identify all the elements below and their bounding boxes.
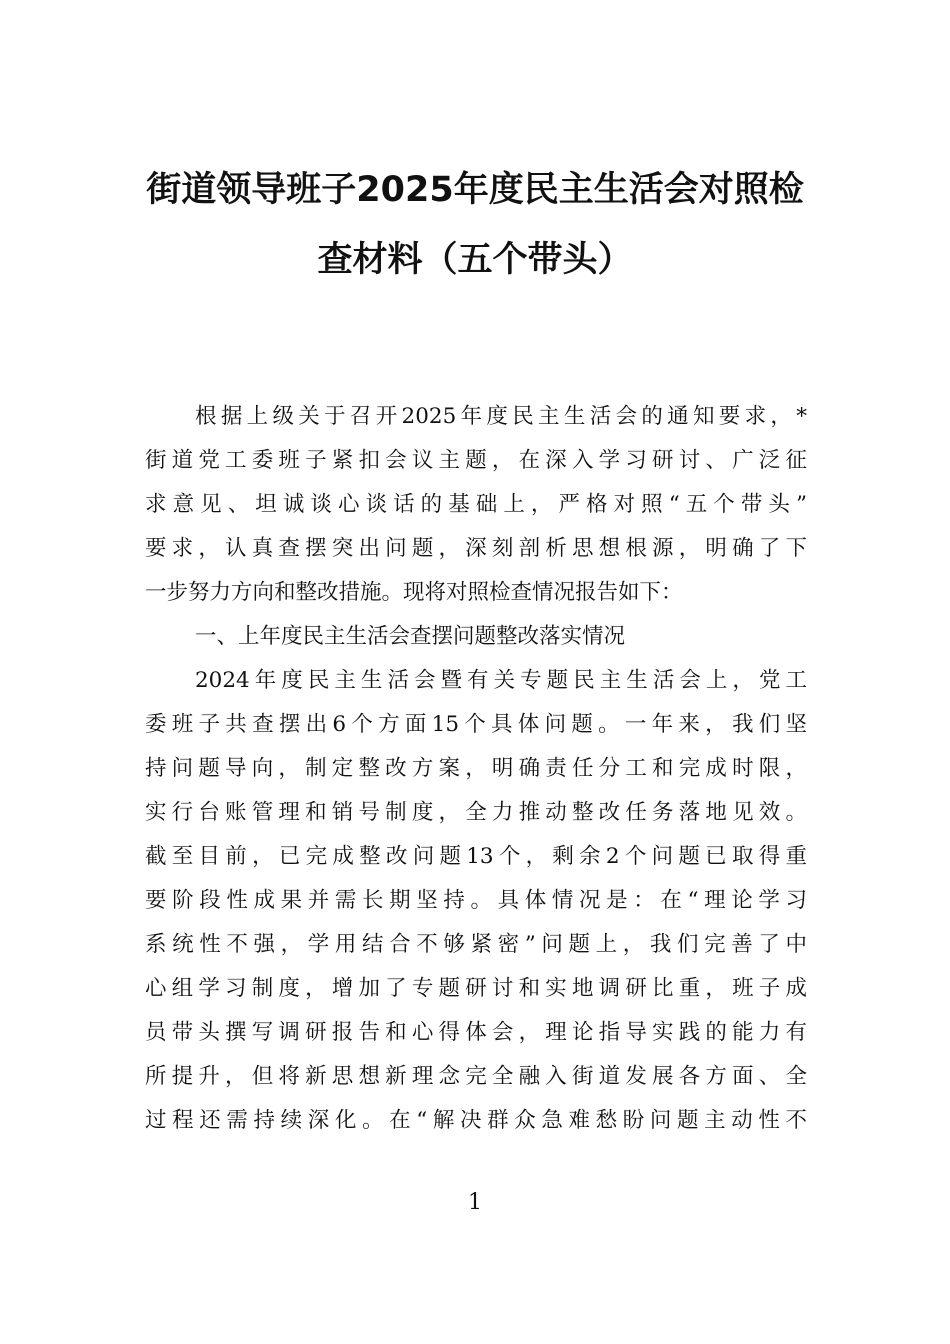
paragraph-line: 要求，认真查摆突出问题，深刻剖析思想根源，明确了下 — [145, 536, 807, 561]
section-heading: 一、上年度民主生活会查摆问题整改落实情况 — [195, 624, 626, 649]
paragraph-line: 员带头撰写调研报告和心得体会，理论指导实践的能力有 — [145, 1020, 807, 1045]
document-title-line-2: 查材料（五个带头） — [317, 240, 633, 280]
paragraph-line: 持问题导向，制定整改方案，明确责任分工和完成时限， — [145, 756, 807, 781]
paragraph-line: 要阶段性成果并需长期坚持。具体情况是：在“理论学习 — [145, 888, 807, 913]
document-title-line-1: 街道领导班子2025年度民主生活会对照检 — [146, 170, 804, 210]
paragraph-line: 系统性不强，学用结合不够紧密”问题上，我们完善了中 — [145, 932, 807, 957]
paragraph-line: 街道党工委班子紧扣会议主题，在深入学习研讨、广泛征 — [145, 448, 807, 473]
paragraph-line: 所提升，但将新思想新理念完全融入街道发展各方面、全 — [145, 1064, 807, 1089]
paragraph-line: 一步努力方向和整改措施。现将对照检查情况报告如下： — [145, 580, 683, 605]
paragraph-line: 截至目前，已完成整改问题13个，剩余2个问题已取得重 — [145, 844, 807, 869]
paragraph-line: 过程还需持续深化。在“解决群众急难愁盼问题主动性不 — [145, 1108, 807, 1133]
paragraph-line: 求意见、坦诚谈心谈话的基础上，严格对照“五个带头” — [145, 492, 807, 517]
paragraph-line: 2024年度民主生活会暨有关专题民主生活会上，党工 — [195, 668, 807, 693]
paragraph-line: 实行台账管理和销号制度，全力推动整改任务落地见效。 — [145, 800, 807, 825]
paragraph-line: 心组学习制度，增加了专题研讨和实地调研比重，班子成 — [145, 976, 807, 1001]
page-number: 1 — [468, 1190, 482, 1215]
paragraph-line: 委班子共查摆出6个方面15个具体问题。一年来，我们坚 — [145, 712, 807, 737]
paragraph-line: 根据上级关于召开2025年度民主生活会的通知要求，* — [195, 404, 807, 429]
